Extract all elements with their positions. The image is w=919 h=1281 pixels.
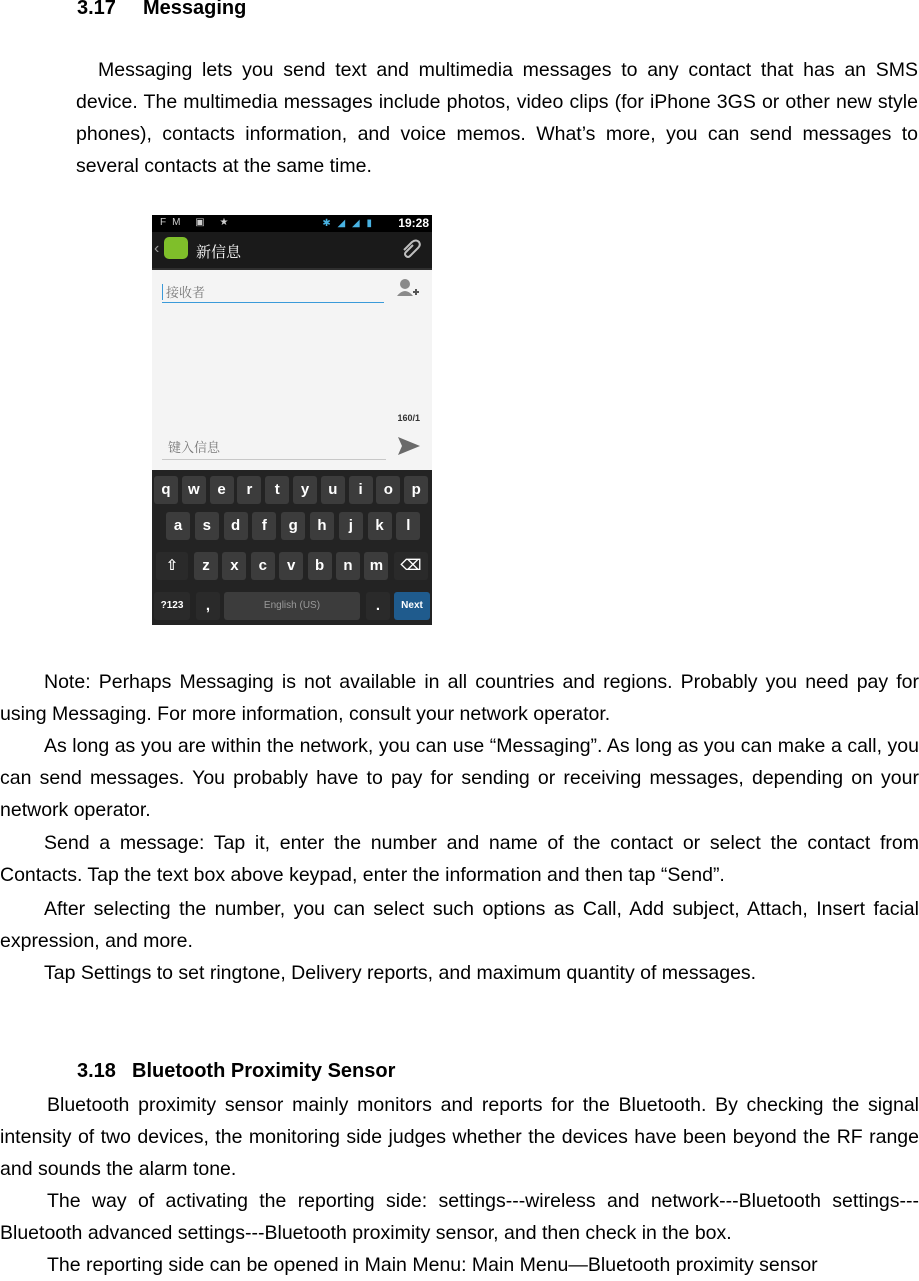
period-key[interactable]: . xyxy=(366,592,390,620)
section-heading-317 xyxy=(77,0,246,20)
intro-paragraph: Messaging lets you send text and multimedia messages to any contact that has an SMS device. The multimedia messages include photos, video clips (for iPhone 3GS or other new style phones), contacts information, and voice memos. What’s more, you can send messages to several contacts at the same time. xyxy=(76,59,918,177)
status-time: 19:28 xyxy=(398,216,429,230)
symbols-key[interactable]: ?123 xyxy=(154,592,190,620)
key-x[interactable]: x xyxy=(222,552,246,580)
comma-key[interactable]: , xyxy=(196,592,220,620)
signal-icon: ✱ ◢ ◢ ▮ xyxy=(322,218,374,229)
key-g[interactable]: g xyxy=(281,512,305,540)
backspace-icon[interactable]: ⌫ xyxy=(394,552,428,580)
activation-paragraph: The way of activating the reporting side: settings---wireless and network---Bluetooth settings---Bluetooth advanced settings---Bluetooth proximity sensor, and then check in the box. xyxy=(0,1190,919,1244)
section-title: Bluetooth Proximity Sensor xyxy=(132,1060,396,1082)
back-icon[interactable]: ‹ xyxy=(154,240,160,257)
key-y[interactable]: y xyxy=(293,476,317,504)
send-message-paragraph: Send a message: Tap it, enter the number and name of the contact or select the contact from Contacts. Tap the text box above keypad, enter the information and then tap “Send”. xyxy=(0,832,919,886)
key-l[interactable]: l xyxy=(396,512,420,540)
settings-paragraph: Tap Settings to set ringtone, Delivery reports, and maximum quantity of messages. xyxy=(44,962,757,984)
key-q[interactable]: q xyxy=(154,476,178,504)
key-c[interactable]: c xyxy=(251,552,275,580)
main-menu-paragraph: The reporting side can be opened in Main Menu: Main Menu—Bluetooth proximity sensor xyxy=(47,1254,818,1276)
key-t[interactable]: t xyxy=(265,476,289,504)
keyboard-row-3 xyxy=(152,552,432,580)
note-paragraph: Note: Perhaps Messaging is not available in all countries and regions. Probably you need pay for using Messaging. For more information, consult your network operator. xyxy=(0,671,919,725)
key-z[interactable]: z xyxy=(194,552,218,580)
keyboard-row-1 xyxy=(152,476,432,504)
section-number: 3.17 xyxy=(77,0,116,19)
android-app-icon[interactable] xyxy=(164,237,188,259)
send-icon[interactable] xyxy=(396,435,422,462)
phone-screenshot xyxy=(152,215,432,625)
key-n[interactable]: n xyxy=(336,552,360,580)
key-p[interactable]: p xyxy=(404,476,428,504)
key-j[interactable]: j xyxy=(339,512,363,540)
options-paragraph: After selecting the number, you can select such options as Call, Add subject, Attach, Insert facial expression, and more. xyxy=(0,898,919,952)
section-heading-318 xyxy=(77,1060,395,1083)
key-w[interactable]: w xyxy=(182,476,206,504)
paperclip-icon[interactable] xyxy=(400,238,422,265)
key-s[interactable]: s xyxy=(195,512,219,540)
notification-icons: FM ▣ ★ xyxy=(160,217,235,228)
section-number: 3.18 xyxy=(77,1060,116,1082)
key-k[interactable]: k xyxy=(368,512,392,540)
status-bar xyxy=(152,215,432,232)
key-e[interactable]: e xyxy=(210,476,234,504)
network-paragraph: As long as you are within the network, you can use “Messaging”. As long as you can make a call, you can send messages. You probably have to pay for sending or receiving messages, depending on your network operator. xyxy=(0,735,919,821)
key-b[interactable]: b xyxy=(308,552,332,580)
keyboard-row-4 xyxy=(152,592,432,620)
key-h[interactable]: h xyxy=(310,512,334,540)
key-o[interactable]: o xyxy=(376,476,400,504)
message-input[interactable]: 键入信息 xyxy=(162,435,386,460)
next-key[interactable]: Next xyxy=(394,592,430,620)
keyboard-row-2 xyxy=(152,512,432,540)
section-title: Messaging xyxy=(143,0,247,19)
space-key[interactable]: English (US) xyxy=(224,592,360,620)
char-counter: 160/1 xyxy=(397,413,420,423)
add-contact-icon[interactable] xyxy=(396,278,420,305)
key-f[interactable]: f xyxy=(252,512,276,540)
bluetooth-sensor-paragraph: Bluetooth proximity sensor mainly monitors and reports for the Bluetooth. By checking the signal intensity of two devices, the monitoring side judges whether the devices have been beyond the RF range and sounds the alarm tone. xyxy=(0,1094,919,1180)
recipient-input[interactable]: 接收者 xyxy=(162,282,384,303)
action-bar xyxy=(152,232,432,270)
screen-title: 新信息 xyxy=(196,244,242,261)
key-d[interactable]: d xyxy=(224,512,248,540)
shift-key[interactable]: ⇧ xyxy=(156,552,188,580)
key-v[interactable]: v xyxy=(279,552,303,580)
key-a[interactable]: a xyxy=(166,512,190,540)
key-m[interactable]: m xyxy=(364,552,388,580)
key-r[interactable]: r xyxy=(237,476,261,504)
key-u[interactable]: u xyxy=(321,476,345,504)
soft-keyboard xyxy=(152,470,432,625)
key-i[interactable]: i xyxy=(349,476,373,504)
